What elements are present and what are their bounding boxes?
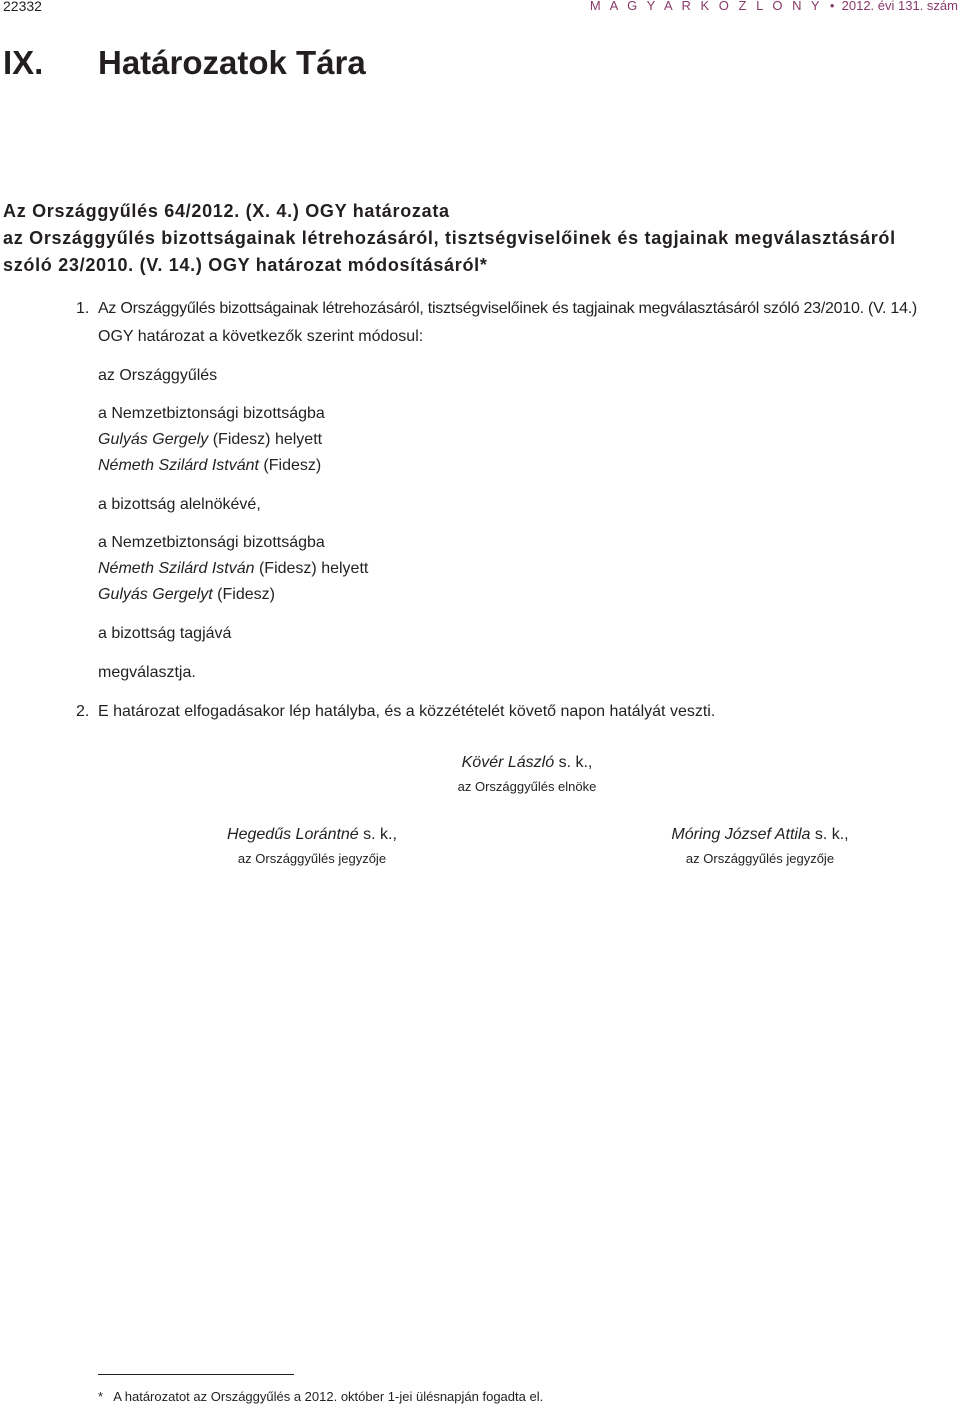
member-replaced-line xyxy=(98,431,322,449)
member-name: Gulyás Gergely xyxy=(98,431,209,448)
secretary-role-right: az Országgyűlés jegyzője xyxy=(685,851,835,866)
signatory-name: Kövér László xyxy=(461,754,555,771)
signatory-name: Hegedűs Lorántné xyxy=(227,826,359,843)
signatory-name: Móring József Attila xyxy=(671,826,811,843)
signatory-suffix: s. k., xyxy=(363,826,397,843)
president-role: az Országgyűlés elnöke xyxy=(457,779,597,794)
role-line: a bizottság alelnökévé, xyxy=(98,496,261,513)
footnote-rule xyxy=(98,1374,294,1375)
footnote-text: A határozatot az Országgyűlés a 2012. október 1-jei ülésnapján fogadta el. xyxy=(113,1389,544,1404)
committee-line: a Nemzetbiztonsági bizottságba xyxy=(98,405,325,422)
member-elected-line xyxy=(98,457,321,475)
footnote xyxy=(98,1389,543,1404)
secretary-signature-right xyxy=(620,826,900,844)
resolution-title-line: az Országgyűlés bizottságainak létrehozásáról, tisztségviselőinek és tagjainak megválasztásáról xyxy=(3,228,896,248)
signatory-suffix: s. k., xyxy=(814,826,849,843)
journal-header xyxy=(590,0,958,13)
member-elected-line xyxy=(98,586,275,604)
footnote-marker: * xyxy=(98,1389,104,1404)
item-1-number: 1. xyxy=(76,300,90,317)
bullet-separator: • xyxy=(826,0,839,13)
item-2-number: 2. xyxy=(76,703,90,720)
closing-text: megválasztja. xyxy=(98,664,196,681)
journal-name: M A G Y A R K Ö Z L Ö N Y xyxy=(589,0,823,13)
resolution-title-line: szóló 23/2010. (V. 14.) OGY határozat módosításáról* xyxy=(3,255,488,275)
item-2-text: E határozat elfogadásakor lép hatályba, és a közzétételét követő napon hatályát veszti. xyxy=(98,703,716,720)
item-1-text-line: Az Országgyűlés bizottságainak létrehozásáról, tisztségviselőinek és tagjainak megválasztásáról szóló 23/2010. (V. 14.) xyxy=(98,300,917,317)
member-name: Németh Szilárd Istvánt xyxy=(98,457,259,474)
item-1-text-line: OGY határozat a következők szerint módosul: xyxy=(98,328,424,345)
signatory-suffix: s. k., xyxy=(558,754,593,771)
committee-line: a Nemzetbiztonsági bizottságba xyxy=(98,534,325,551)
role-line: a bizottság tagjává xyxy=(98,625,232,642)
member-name: Gulyás Gergelyt xyxy=(98,586,213,603)
member-replaced-line xyxy=(98,560,368,578)
section-number: IX. xyxy=(3,44,44,81)
president-signature xyxy=(427,754,627,772)
page-number: 22332 xyxy=(3,0,42,14)
party-text: (Fidesz) helyett xyxy=(258,560,369,577)
party-text: (Fidesz) xyxy=(217,586,275,603)
section-title: Határozatok Tára xyxy=(98,44,366,81)
journal-issue: 2012. évi 131. szám xyxy=(841,0,958,13)
intro-text: az Országgyűlés xyxy=(98,367,218,384)
secretary-role-left: az Országgyűlés jegyzője xyxy=(237,851,387,866)
secretary-signature-left xyxy=(197,826,427,844)
resolution-title xyxy=(3,198,896,279)
party-text: (Fidesz) xyxy=(263,457,322,474)
resolution-title-line: Az Országgyűlés 64/2012. (X. 4.) OGY határozata xyxy=(3,201,450,221)
member-name: Németh Szilárd István xyxy=(98,560,255,577)
party-text: (Fidesz) helyett xyxy=(212,431,323,448)
